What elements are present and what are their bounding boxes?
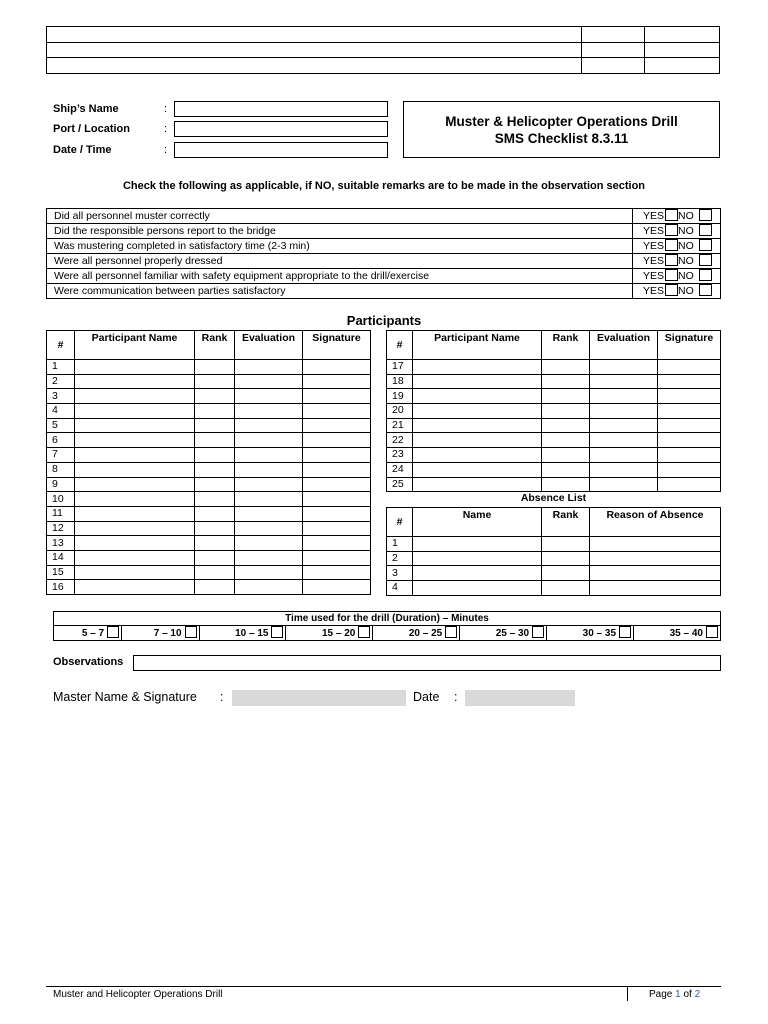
table-cell[interactable] — [195, 521, 235, 536]
duration-checkbox[interactable] — [532, 626, 544, 638]
table-cell[interactable] — [413, 418, 542, 433]
table-row — [47, 536, 371, 551]
table-row — [47, 448, 371, 463]
duration-checkbox[interactable] — [107, 626, 119, 638]
table-cell[interactable] — [413, 389, 542, 404]
row-number: 3 — [47, 389, 75, 404]
participants-table-right — [386, 330, 721, 492]
row-number: 10 — [47, 492, 75, 507]
table-cell[interactable] — [542, 433, 590, 448]
no-checkbox[interactable] — [699, 284, 712, 296]
table-cell[interactable] — [542, 537, 590, 552]
duration-range-label: 10 – 15 — [235, 628, 269, 639]
table-cell[interactable] — [235, 374, 303, 389]
table-cell[interactable] — [413, 566, 542, 581]
form-title: Muster & Helicopter Operations Drill — [445, 114, 678, 129]
duration-range-label: 35 – 40 — [669, 628, 703, 639]
table-cell[interactable] — [590, 448, 658, 463]
row-number: 2 — [387, 551, 413, 566]
table-cell[interactable] — [75, 580, 195, 595]
duration-table — [53, 611, 721, 641]
row-number: 4 — [387, 581, 413, 596]
port-location-field[interactable] — [174, 121, 388, 137]
no-label: NO — [678, 255, 694, 267]
row-number: 17 — [387, 360, 413, 375]
absence-list-title: Absence List — [520, 492, 587, 504]
table-cell[interactable] — [413, 404, 542, 419]
table-cell[interactable] — [303, 389, 371, 404]
table-cell[interactable] — [235, 550, 303, 565]
table-row — [47, 492, 371, 507]
instruction-text: Check the following as applicable, if NO, suitable remarks are to be made in the observation section — [122, 180, 646, 192]
table-row — [387, 462, 721, 477]
checklist-question: Were all personnel familiar with safety equipment appropriate to the drill/exercise — [47, 269, 633, 284]
ship-name-label: Ship’s Name — [53, 103, 119, 115]
row-number: 2 — [47, 374, 75, 389]
table-cell[interactable] — [75, 462, 195, 477]
checklist-question: Was mustering completed in satisfactory time (2-3 min) — [47, 239, 633, 254]
table-cell[interactable] — [413, 462, 542, 477]
table-cell[interactable] — [75, 374, 195, 389]
colon: : — [164, 144, 168, 156]
table-cell[interactable] — [303, 374, 371, 389]
duration-option — [199, 626, 286, 641]
row-number: 19 — [387, 389, 413, 404]
yes-no-cell — [633, 224, 721, 239]
table-row — [47, 418, 371, 433]
column-header: Name — [413, 508, 542, 537]
table-cell[interactable] — [75, 536, 195, 551]
yes-no-cell — [633, 239, 721, 254]
row-number: 12 — [47, 521, 75, 536]
table-cell[interactable] — [590, 551, 721, 566]
table-cell[interactable] — [542, 404, 590, 419]
table-row — [47, 433, 371, 448]
table-cell[interactable] — [303, 550, 371, 565]
table-cell[interactable] — [195, 418, 235, 433]
checklist-row — [47, 254, 721, 269]
table-cell[interactable] — [413, 360, 542, 375]
table-row — [387, 374, 721, 389]
checklist-question: Did all personnel muster correctly — [47, 209, 633, 224]
table-row — [387, 360, 721, 375]
table-cell[interactable] — [235, 360, 303, 375]
duration-title: Time used for the drill (Duration) – Minutes — [54, 612, 721, 626]
table-cell[interactable] — [235, 477, 303, 492]
table-row — [387, 477, 721, 492]
duration-option — [54, 626, 122, 641]
row-number: 15 — [47, 565, 75, 580]
table-cell[interactable] — [413, 581, 542, 596]
table-cell[interactable] — [303, 448, 371, 463]
checklist-table — [46, 208, 721, 299]
row-number: 23 — [387, 448, 413, 463]
colon: : — [220, 690, 224, 704]
table-cell[interactable] — [235, 565, 303, 580]
row-number: 5 — [47, 418, 75, 433]
date-time-label: Date / Time — [53, 144, 112, 156]
row-number: 24 — [387, 462, 413, 477]
master-signature-field[interactable] — [232, 690, 406, 706]
row-number: 9 — [47, 477, 75, 492]
table-cell[interactable] — [235, 536, 303, 551]
table-cell[interactable] — [235, 506, 303, 521]
duration-option — [547, 626, 634, 641]
table-cell[interactable] — [413, 433, 542, 448]
table-cell[interactable] — [303, 433, 371, 448]
table-cell[interactable] — [195, 492, 235, 507]
table-cell[interactable] — [235, 418, 303, 433]
table-cell[interactable] — [590, 389, 658, 404]
table-row — [387, 404, 721, 419]
duration-range-label: 7 – 10 — [153, 628, 182, 639]
table-cell[interactable] — [658, 462, 721, 477]
table-row — [47, 506, 371, 521]
yes-label: YES — [643, 210, 665, 222]
duration-range-label: 25 – 30 — [495, 628, 530, 639]
absence-table — [386, 507, 721, 596]
yes-label: YES — [643, 270, 665, 282]
column-header: Signature — [303, 331, 371, 360]
table-row — [387, 448, 721, 463]
table-cell[interactable] — [658, 448, 721, 463]
yes-no-cell — [633, 269, 721, 284]
table-row — [47, 389, 371, 404]
yes-checkbox[interactable] — [665, 254, 678, 266]
no-checkbox[interactable] — [699, 239, 712, 251]
table-cell[interactable] — [235, 404, 303, 419]
duration-option — [122, 626, 199, 641]
table-cell[interactable] — [195, 506, 235, 521]
table-cell[interactable] — [590, 537, 721, 552]
row-number: 25 — [387, 477, 413, 492]
table-cell[interactable] — [75, 550, 195, 565]
yes-label: YES — [643, 285, 665, 297]
table-cell[interactable] — [303, 536, 371, 551]
checklist-row — [47, 209, 721, 224]
table-cell[interactable] — [195, 477, 235, 492]
table-cell[interactable] — [195, 565, 235, 580]
table-cell[interactable] — [590, 433, 658, 448]
checklist-row — [47, 224, 721, 239]
table-cell[interactable] — [590, 404, 658, 419]
column-header: Rank — [195, 331, 235, 360]
no-label: NO — [678, 225, 694, 237]
table-cell[interactable] — [542, 551, 590, 566]
table-cell[interactable] — [75, 433, 195, 448]
table-row — [47, 404, 371, 419]
table-cell[interactable] — [590, 418, 658, 433]
row-number: 1 — [47, 360, 75, 375]
duration-option — [373, 626, 460, 641]
table-cell[interactable] — [658, 433, 721, 448]
table-cell[interactable] — [590, 374, 658, 389]
table-cell[interactable] — [195, 448, 235, 463]
table-cell[interactable] — [303, 492, 371, 507]
table-cell[interactable] — [542, 418, 590, 433]
table-cell[interactable] — [75, 360, 195, 375]
column-header: Evaluation — [590, 331, 658, 360]
table-cell[interactable] — [658, 418, 721, 433]
table-cell[interactable] — [590, 360, 658, 375]
table-cell[interactable] — [303, 418, 371, 433]
master-signature-label: Master Name & Signature — [53, 690, 197, 704]
checklist-row — [47, 239, 721, 254]
page-of: of — [683, 989, 692, 1000]
duration-range-label: 20 – 25 — [408, 628, 443, 639]
table-cell[interactable] — [235, 580, 303, 595]
table-cell[interactable] — [195, 389, 235, 404]
page-total: 2 — [694, 989, 701, 1000]
table-cell[interactable] — [413, 551, 542, 566]
yes-checkbox[interactable] — [665, 284, 678, 296]
row-number: 18 — [387, 374, 413, 389]
table-cell[interactable] — [542, 566, 590, 581]
table-cell[interactable] — [413, 374, 542, 389]
page-prefix: Page — [649, 989, 673, 1000]
yes-label: YES — [643, 240, 665, 252]
yes-checkbox[interactable] — [665, 269, 678, 281]
no-label: NO — [678, 210, 694, 222]
duration-range-label: 15 – 20 — [321, 628, 356, 639]
table-row — [387, 433, 721, 448]
participants-table-left — [46, 330, 371, 595]
table-cell[interactable] — [590, 477, 658, 492]
table-cell[interactable] — [75, 565, 195, 580]
table-cell[interactable] — [235, 492, 303, 507]
table-cell[interactable] — [542, 360, 590, 375]
footer-doc-title: Muster and Helicopter Operations Drill — [53, 989, 223, 1000]
page-indicator — [649, 989, 700, 1000]
yes-checkbox[interactable] — [665, 209, 678, 221]
table-cell[interactable] — [303, 477, 371, 492]
table-cell[interactable] — [235, 521, 303, 536]
date-time-field[interactable] — [174, 142, 388, 158]
row-number: 20 — [387, 404, 413, 419]
table-cell[interactable] — [235, 433, 303, 448]
column-header: Rank — [542, 508, 590, 537]
header-table — [46, 26, 720, 74]
yes-checkbox[interactable] — [665, 224, 678, 236]
duration-checkbox[interactable] — [185, 626, 197, 638]
row-number: 13 — [47, 536, 75, 551]
date-field[interactable] — [465, 690, 575, 706]
no-checkbox[interactable] — [699, 224, 712, 236]
table-cell[interactable] — [658, 389, 721, 404]
table-row — [387, 581, 721, 596]
footer-separator — [627, 987, 628, 1001]
table-cell[interactable] — [303, 521, 371, 536]
table-cell[interactable] — [195, 360, 235, 375]
table-row — [47, 565, 371, 580]
observations-label: Observations — [53, 656, 124, 668]
row-number: 4 — [47, 404, 75, 419]
column-header: Evaluation — [235, 331, 303, 360]
colon: : — [164, 123, 168, 135]
column-header: # — [47, 331, 75, 360]
row-number: 3 — [387, 566, 413, 581]
table-cell[interactable] — [195, 550, 235, 565]
yes-checkbox[interactable] — [665, 239, 678, 251]
colon: : — [454, 690, 458, 704]
no-checkbox[interactable] — [699, 209, 712, 221]
table-cell[interactable] — [542, 389, 590, 404]
table-cell[interactable] — [75, 506, 195, 521]
table-row — [387, 566, 721, 581]
no-label: NO — [678, 270, 694, 282]
table-cell[interactable] — [413, 537, 542, 552]
table-row — [387, 537, 721, 552]
duration-option — [634, 626, 721, 641]
table-cell[interactable] — [75, 418, 195, 433]
table-row — [387, 389, 721, 404]
form-title-box — [403, 101, 720, 158]
table-cell[interactable] — [235, 389, 303, 404]
checklist-row — [47, 284, 721, 299]
yes-label: YES — [643, 255, 665, 267]
duration-option — [286, 626, 373, 641]
table-cell[interactable] — [195, 433, 235, 448]
no-checkbox[interactable] — [699, 269, 712, 281]
table-cell[interactable] — [413, 477, 542, 492]
table-cell[interactable] — [658, 360, 721, 375]
footer-divider — [46, 986, 721, 987]
page-current: 1 — [675, 989, 681, 1000]
table-cell[interactable] — [658, 477, 721, 492]
table-cell[interactable] — [75, 448, 195, 463]
column-header: Signature — [658, 331, 721, 360]
table-cell[interactable] — [235, 448, 303, 463]
yes-label: YES — [643, 225, 665, 237]
yes-no-cell — [633, 254, 721, 269]
table-cell[interactable] — [75, 404, 195, 419]
row-number: 7 — [47, 448, 75, 463]
table-row — [47, 521, 371, 536]
table-cell[interactable] — [590, 462, 658, 477]
column-header: Participant Name — [413, 331, 542, 360]
table-cell[interactable] — [303, 580, 371, 595]
duration-range-label: 30 – 35 — [582, 628, 617, 639]
table-cell[interactable] — [542, 374, 590, 389]
duration-option — [460, 626, 547, 641]
table-cell[interactable] — [75, 477, 195, 492]
row-number: 6 — [47, 433, 75, 448]
table-row — [47, 580, 371, 595]
table-cell[interactable] — [195, 580, 235, 595]
table-cell[interactable] — [542, 448, 590, 463]
duration-checkbox[interactable] — [358, 626, 370, 638]
table-row — [47, 374, 371, 389]
table-row — [47, 477, 371, 492]
table-cell[interactable] — [195, 536, 235, 551]
table-cell[interactable] — [303, 404, 371, 419]
date-label: Date — [413, 690, 440, 704]
table-cell[interactable] — [542, 581, 590, 596]
no-label: NO — [678, 285, 694, 297]
table-row — [387, 418, 721, 433]
table-cell[interactable] — [303, 360, 371, 375]
duration-checkbox[interactable] — [706, 626, 718, 638]
row-number: 16 — [47, 580, 75, 595]
column-header: # — [387, 331, 413, 360]
checklist-question: Were all personnel properly dressed — [47, 254, 633, 269]
duration-checkbox[interactable] — [619, 626, 631, 638]
table-cell[interactable] — [195, 404, 235, 419]
table-cell[interactable] — [658, 404, 721, 419]
table-row — [387, 551, 721, 566]
table-cell[interactable] — [195, 374, 235, 389]
checklist-question: Did the responsible persons report to the bridge — [47, 224, 633, 239]
table-cell[interactable] — [303, 565, 371, 580]
table-row — [47, 360, 371, 375]
no-label: NO — [678, 240, 694, 252]
table-cell[interactable] — [542, 477, 590, 492]
table-cell[interactable] — [413, 448, 542, 463]
table-cell[interactable] — [590, 581, 721, 596]
table-cell[interactable] — [75, 389, 195, 404]
checklist-row — [47, 269, 721, 284]
table-cell[interactable] — [658, 374, 721, 389]
column-header: Rank — [542, 331, 590, 360]
table-cell[interactable] — [235, 462, 303, 477]
colon: : — [164, 103, 168, 115]
row-number: 21 — [387, 418, 413, 433]
participants-title: Participants — [346, 313, 422, 328]
yes-no-cell — [633, 209, 721, 224]
duration-range-label: 5 – 7 — [81, 628, 105, 639]
duration-checkbox[interactable] — [271, 626, 283, 638]
yes-no-cell — [633, 284, 721, 299]
row-number: 8 — [47, 462, 75, 477]
ship-name-field[interactable] — [174, 101, 388, 117]
table-cell[interactable] — [590, 566, 721, 581]
form-code: SMS Checklist 8.3.11 — [494, 131, 629, 146]
table-cell[interactable] — [542, 462, 590, 477]
duration-checkbox[interactable] — [445, 626, 457, 638]
column-header: # — [387, 508, 413, 537]
row-number: 1 — [387, 537, 413, 552]
table-cell[interactable] — [303, 462, 371, 477]
row-number: 11 — [47, 506, 75, 521]
column-header: Reason of Absence — [590, 508, 721, 537]
port-location-label: Port / Location — [53, 123, 130, 135]
table-cell[interactable] — [75, 492, 195, 507]
table-cell[interactable] — [303, 506, 371, 521]
column-header: Participant Name — [75, 331, 195, 360]
row-number: 14 — [47, 550, 75, 565]
table-cell[interactable] — [75, 521, 195, 536]
checklist-question: Were communication between parties satisfactory — [47, 284, 633, 299]
table-cell[interactable] — [195, 462, 235, 477]
table-row — [47, 462, 371, 477]
no-checkbox[interactable] — [699, 254, 712, 266]
table-row — [47, 550, 371, 565]
row-number: 22 — [387, 433, 413, 448]
observations-field[interactable] — [133, 655, 721, 671]
